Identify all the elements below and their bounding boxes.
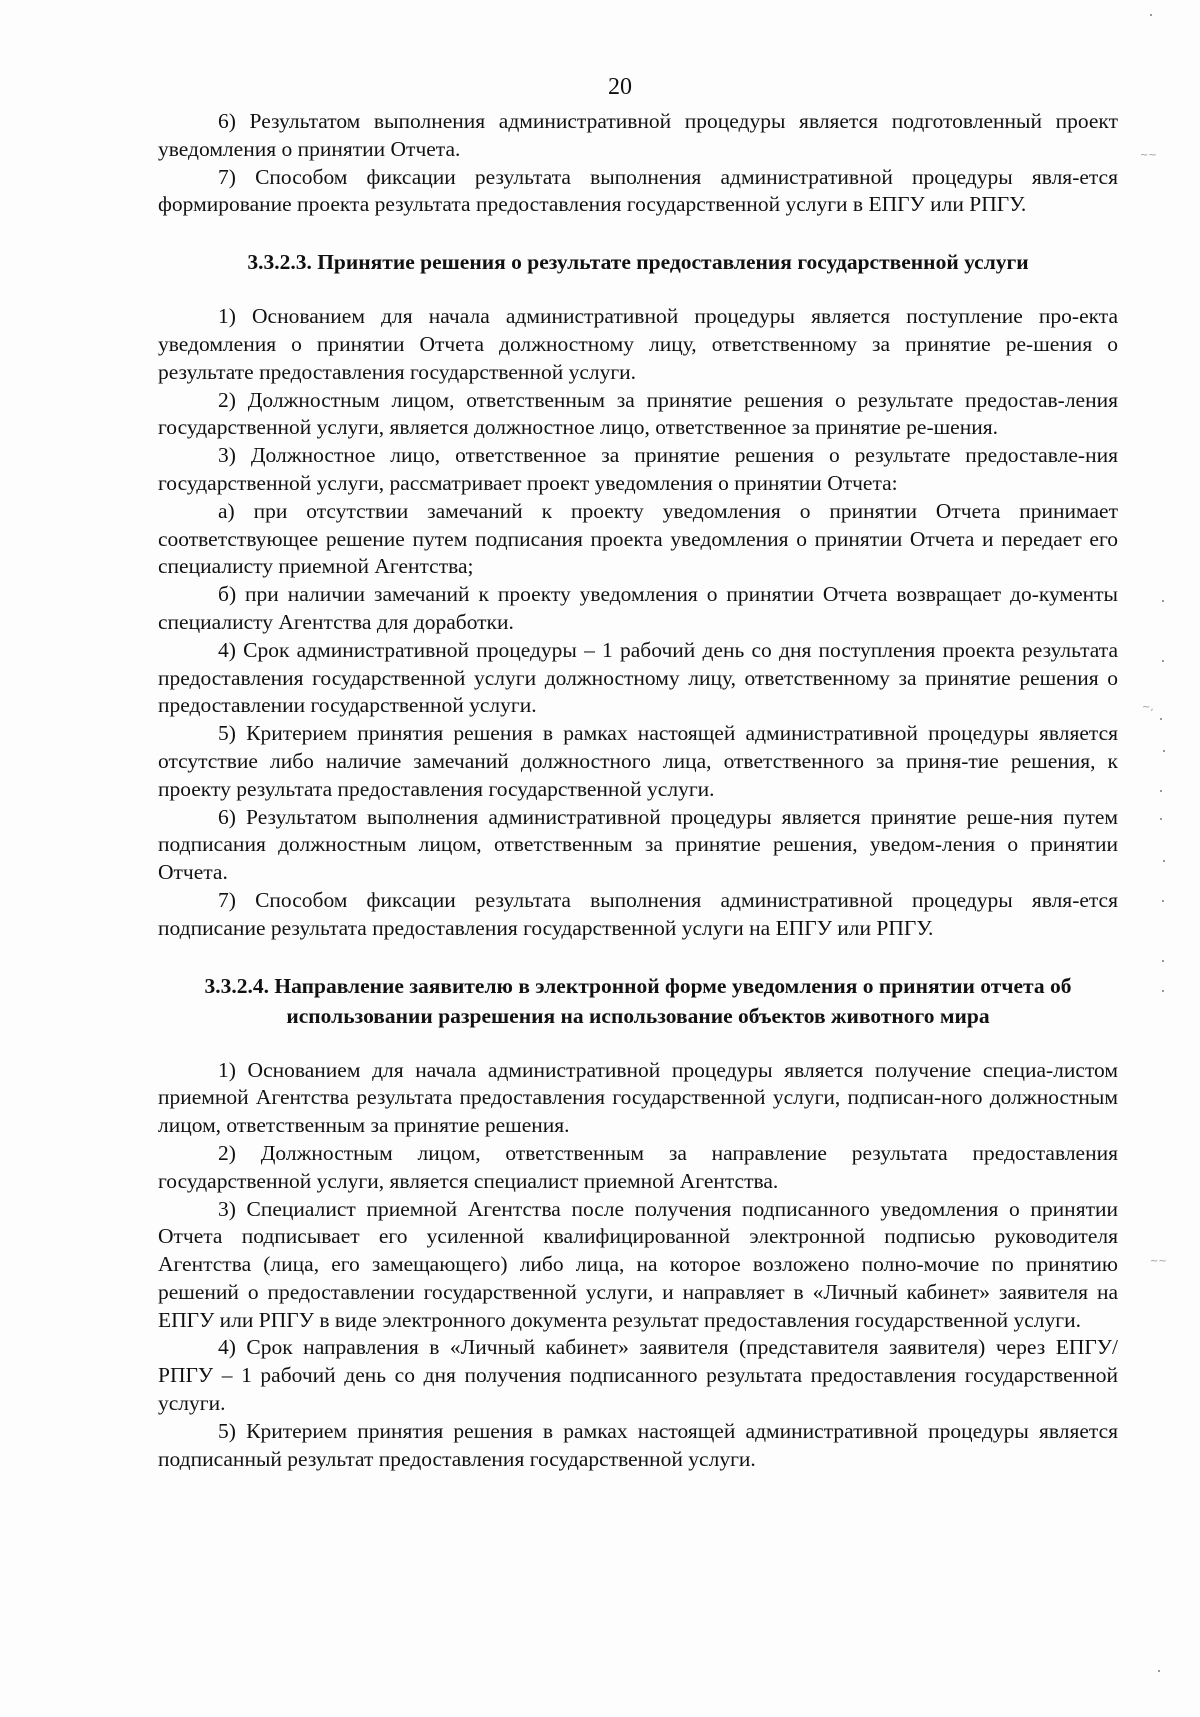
paragraph: 5) Критерием принятия решения в рамках настоящей административной процедуры является подписанный результат предоставления государственной услуги. [158, 1418, 1118, 1471]
page-number: 20 [608, 74, 632, 100]
paragraph: 7) Способом фиксации результата выполнения административной процедуры явля-ется формирование проекта результата предоставления государственной услуги в ЕПГУ или РПГУ. [158, 164, 1118, 217]
paragraph: 6) Результатом выполнения административной процедуры является принятие реше-ния путем подписания должностным лицом, ответственным за принятие решения, уведом-ления о принятии Отчета. [158, 804, 1118, 885]
paragraph: 4) Срок административной процедуры – 1 рабочий день со дня поступления проекта результата предоставления государственной услуги должностному лицу, ответственному за принятие решения о предоставлении государственной услуги. [158, 637, 1118, 718]
paragraph: 1) Основанием для начала административной процедуры является поступление про-екта уведомления о принятии Отчета должностному лицу, ответственному за принятие ре-шения о результате предоставления государственной услуги. [158, 304, 1118, 384]
paragraph: 4) Срок направления в «Личный кабинет» заявителя (представителя заявителя) через ЕПГУ/РПГУ – 1 рабочий день со дня получения подписанного результата предоставления государственной услуги. [158, 1335, 1118, 1416]
paragraph: 3) Специалист приемной Агентства после получения подписанного уведомления о принятии Отчета подписывает его усиленной квалифицированной электронной подписью руководителя Агентства (лица, его замещающего) либо лица, на которое возложено полно-мочие по принятию решений о предоставлении государственной услуги, и направляет в «Личный кабинет» заявителя на ЕПГУ или РПГУ в виде электронного документа результат предоставления государственной услуги. [158, 1196, 1118, 1332]
scan-artifact: ~~ [1140, 150, 1157, 161]
paragraph: б) при наличии замечаний к проекту уведомления о принятии Отчета возвращает до-кументы специалисту Агентства для доработки. [158, 582, 1118, 634]
paragraph: 2) Должностным лицом, ответственным за принятие решения о результате предостав-ления государственной услуги, является должностное лицо, ответственное за принятие ре-шения. [158, 387, 1118, 440]
paragraph: а) при отсутствии замечаний к проекту уведомления о принятии Отчета принимает соответствующее решение путем подписания проекта уведомления о принятии Отчета и передает его специалисту приемной Агентства; [158, 498, 1118, 579]
paragraph: 7) Способом фиксации результата выполнения административной процедуры явля-ется подписание результата предоставления государственной услуги на ЕПГУ или РПГУ. [158, 887, 1118, 940]
paragraph: 1) Основанием для начала административной процедуры является получение специа-листом приемной Агентства результата предоставления государственной услуги, подписан-ного должностным лицом, ответственным за принятие решения. [158, 1057, 1118, 1138]
paragraph: 2) Должностным лицом, ответственным за направление результата предоставления государственной услуги, является специалист приемной Агентства. [158, 1140, 1118, 1193]
scan-artifact: ~, [1142, 702, 1154, 713]
scan-artifact: ~~ [1150, 1256, 1167, 1267]
section-heading-3-3-2-3: 3.3.2.3. Принятие решения о результате предоставления государственной услуги [247, 250, 1029, 275]
section-heading-3-3-2-4: 3.3.2.4. Направление заявителю в электронной форме уведомления о принятии отчета об использовании разрешения на использование объектов животного мира [204, 973, 1072, 1028]
document-body [158, 108, 1118, 1473]
paragraph: 6) Результатом выполнения административной процедуры является подготовленный проект уведомления о принятии Отчета. [158, 109, 1118, 161]
paragraph: 3) Должностное лицо, ответственное за принятие решения о результате предоставле-ния государственной услуги, рассматривает проект уведомления о принятии Отчета: [158, 443, 1118, 495]
paragraph: 5) Критерием принятия решения в рамках настоящей административной процедуры является отсутствие либо наличие замечаний должностного лица, ответственного за приня-тие решения, к проекту результата предоставления государственной услуги. [158, 721, 1118, 801]
